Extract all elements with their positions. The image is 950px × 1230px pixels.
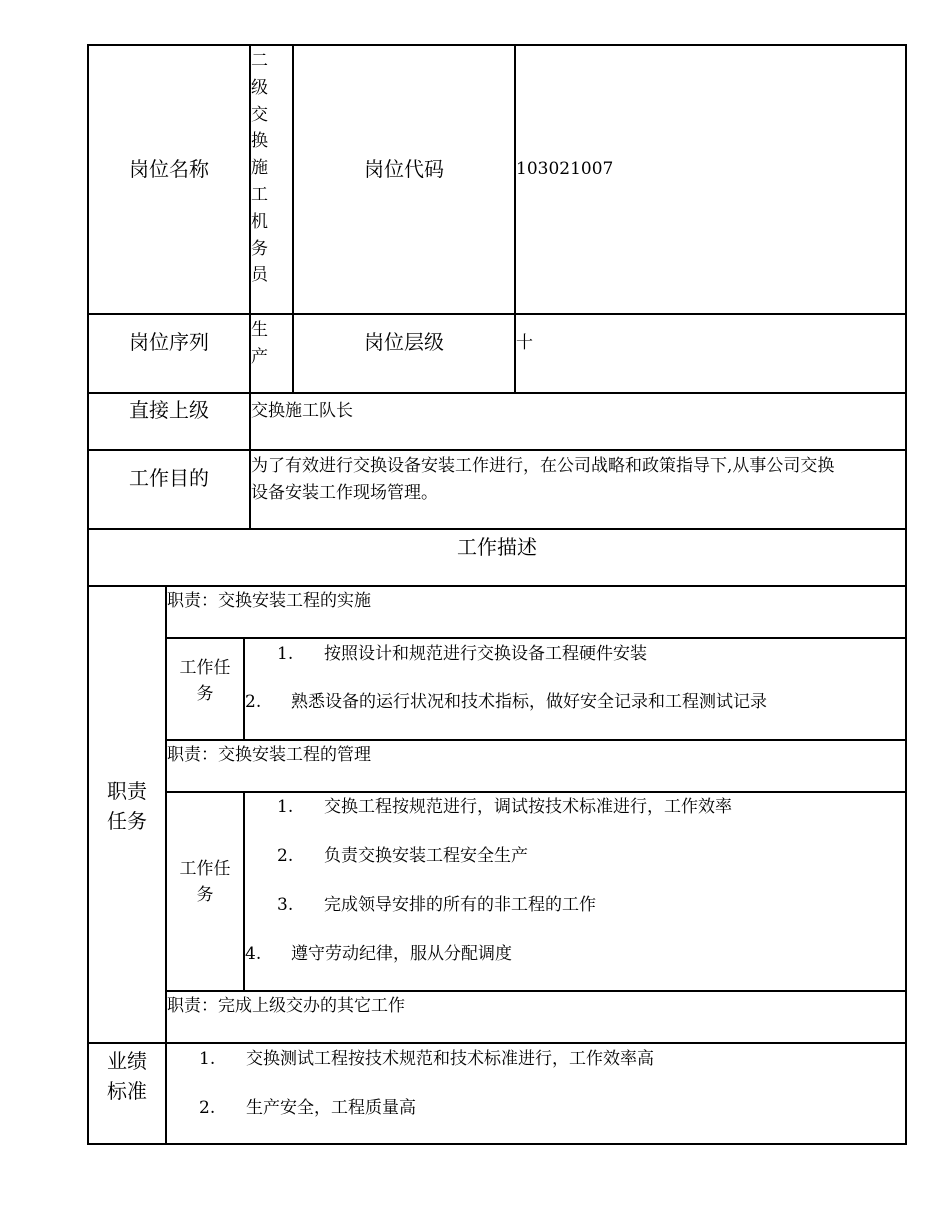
grid-line [88,313,907,315]
performance-label-line-2: 标准 [107,1079,147,1103]
grid-line [166,791,907,793]
task-text: 遵守劳动纪律，服从分配调度 [291,944,512,964]
task-label-line-1: 工作任 [179,859,231,879]
duty-title: 职责：交换安装工程的管理 [167,745,371,765]
performance-number: 1. [199,1049,216,1069]
task-number: 3. [277,895,294,915]
section-title: 工作描述 [457,535,537,559]
performance-number: 2. [199,1098,216,1118]
task-text: 熟悉设备的运行状况和技术指标，做好安全记录和工程测试记录 [291,692,767,712]
post-code-label: 岗位代码 [364,157,444,181]
task-label-line-2: 务 [196,684,214,704]
task-number: 1. [277,797,294,817]
duty-side-label [89,776,165,836]
duty-title: 职责：交换安装工程的实施 [167,591,371,611]
post-name-label: 岗位名称 [129,157,209,181]
task-label [167,655,243,707]
post-series-label: 岗位序列 [129,330,209,354]
performance-label [89,1046,165,1106]
task-number: 2. [277,846,294,866]
task-label [167,856,243,908]
performance-text: 交换测试工程按技术规范和技术标准进行，工作效率高 [246,1049,654,1069]
grid-line [88,528,907,530]
task-text: 完成领导安排的所有的非工程的工作 [324,895,596,915]
task-number: 2. [245,692,262,712]
purpose-label: 工作目的 [129,466,209,490]
task-number: 4. [245,944,262,964]
grid-line [88,1143,907,1145]
post-code-value: 103021007 [516,159,614,179]
grid-line [87,44,89,1145]
task-label-line-1: 工作任 [179,658,231,678]
task-text: 交换工程按规范进行，调试按技术标准进行，工作效率 [324,797,732,817]
post-level-value: 十 [516,333,533,353]
grid-line [88,392,907,394]
post-level-label: 岗位层级 [364,330,444,354]
purpose-line-1: 为了有效进行交换设备安装工作进行，在公司战略和政策指导下,从事公司交换 [251,456,835,476]
grid-line [166,637,907,639]
grid-line [88,585,907,587]
grid-line [88,449,907,451]
performance-text: 生产安全，工程质量高 [246,1098,416,1118]
post-series-value: 生产 [251,320,268,367]
task-text: 按照设计和规范进行交换设备工程硬件安装 [324,644,647,664]
grid-line [166,990,907,992]
duty-side-label-line-2: 任务 [107,809,147,833]
superior-value: 交换施工队长 [251,401,353,421]
grid-line [166,739,907,741]
grid-line [243,637,245,740]
purpose-line-2: 设备安装工作现场管理。 [251,483,438,503]
grid-line [905,44,907,1145]
post-name-value: 二级交换施工机务员 [251,51,268,286]
duty-side-label-line-1: 职责 [107,779,147,803]
task-number: 1. [277,644,294,664]
grid-line [88,1042,907,1044]
grid-line [88,44,907,46]
superior-label: 直接上级 [129,398,209,422]
performance-label-line-1: 业绩 [107,1049,147,1073]
task-label-line-2: 务 [196,885,214,905]
task-text: 负责交换安装工程安全生产 [324,846,528,866]
duty-title: 职责：完成上级交办的其它工作 [167,996,405,1016]
